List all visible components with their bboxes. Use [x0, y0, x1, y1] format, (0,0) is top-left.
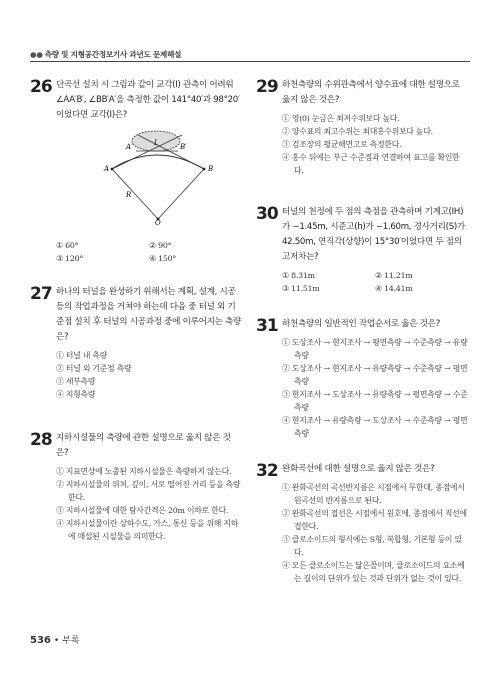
option-4[interactable]: ④ 14.41m: [375, 284, 413, 293]
page-footer: [30, 633, 80, 646]
question-27: [30, 285, 242, 401]
option-3[interactable]: ③ 120°: [56, 254, 84, 263]
option-4[interactable]: ④ 지형측량: [56, 390, 96, 399]
question-number: 32: [256, 461, 278, 481]
option-2[interactable]: ② 지하시설물의 위치, 깊이, 서로 떨어진 거리 등을 측량한다.: [56, 480, 241, 502]
option-3[interactable]: ③ 클로소이드의 형식에는 S형, 복합형, 기본형 등이 있다.: [282, 535, 462, 557]
option-4[interactable]: ④ 모든 클로소이드는 닮은꼴이며, 클로소이드의 요소에는 길이의 단위가 있는 것과 단위가 없는 것이 있다.: [282, 561, 465, 583]
option-4[interactable]: ④ 현지조사 → 유량측량 → 도상조사 → 수준측량 → 평면측량: [282, 416, 468, 438]
right-column: [256, 78, 468, 585]
question-text: 터널의 천정에 두 점의 측점을 관측하며 기계고(IH)가 −1.45m, 시준고(h)가 −1.60m, 경사거리(S)가 42.50m, 연직각(상향)이 15°30′이었다면 두 점의 고저차는?: [282, 207, 465, 262]
label-i: I: [154, 139, 157, 147]
option-2[interactable]: ② 터널 외 기준점 측량: [56, 364, 132, 373]
options: [282, 336, 468, 440]
label-b-prime: B′: [180, 143, 187, 151]
label-a: A: [104, 165, 110, 173]
footer-section: 부록: [62, 636, 80, 646]
option-1[interactable]: ① 도상조사 → 현지조사 → 평면측량 → 수준측량 → 유량측량: [282, 338, 468, 360]
options: [282, 481, 468, 585]
option-1[interactable]: ① 8.31m: [282, 271, 315, 280]
question-text: 하천측량의 수위관측에서 양수표에 대한 설명으로 옳지 않은 것은?: [282, 80, 460, 105]
option-1[interactable]: ① 터널 내 측량: [56, 351, 108, 360]
question-number: 27: [30, 284, 52, 304]
option-3[interactable]: ③ 현지조사 → 도상조사 → 유량측량 → 평면측량 → 수준측량: [282, 390, 468, 412]
question-number: 30: [256, 204, 278, 224]
option-1[interactable]: ① 영(0) 눈금은 최저수위보다 높다.: [282, 114, 400, 123]
question-31: [256, 317, 468, 440]
option-3[interactable]: ③ 지하시설물에 대한 탐사간격은 20m 이하로 한다.: [56, 506, 229, 515]
page-number: 536: [30, 635, 51, 646]
options: [56, 349, 242, 401]
label-a-prime: A′: [126, 143, 133, 151]
option-2[interactable]: ② 완화곡선의 접선은 시점에서 원호에, 종점에서 직선에 접한다.: [282, 509, 467, 531]
header-title-text: 측량 및 지형공간정보기사 과년도 문제해설: [44, 50, 182, 59]
options: [282, 112, 468, 177]
options: [282, 269, 468, 295]
question-text: 하나의 터널을 완성하기 위해서는 계획, 설계, 시공 등의 작업과정을 거쳐야 하는데 다음 중 터널 외 기준점 설치 후 터널의 시공과정 중에 이루어지는 측량은?: [56, 287, 242, 342]
figure-point-a: [111, 168, 114, 171]
question-number: 29: [256, 77, 278, 97]
question-30: [256, 205, 468, 295]
question-text: 지하시설물의 측량에 관한 설명으로 옳지 않은 것은?: [56, 433, 231, 458]
question-29: [256, 78, 468, 177]
question-32: [256, 462, 468, 585]
question-number: 26: [30, 77, 52, 97]
option-3[interactable]: ③ 검조장의 평균해면고로 측정한다.: [282, 140, 402, 149]
option-1[interactable]: ① 60°: [56, 241, 79, 250]
footer-separator: •: [53, 636, 60, 646]
page-header: [30, 49, 470, 61]
label-b: B: [208, 165, 214, 173]
question-text: 단곡선 설치 시 그림과 같이 교각(I) 관측이 어려워 ∠AA′B′, ∠BB′A′을 측정한 값이 141°40′과 98°20′이었다면 교각(I)은?: [56, 80, 240, 120]
question-28: [30, 431, 242, 543]
left-column: [30, 78, 242, 543]
option-2[interactable]: ② 90°: [149, 241, 172, 250]
header-rule: [30, 61, 470, 62]
option-3[interactable]: ③ 11.51m: [282, 284, 320, 293]
option-2[interactable]: ② 양수표의 최고수위는 최대홍수위보다 높다.: [282, 127, 433, 136]
curve-figure: [92, 127, 222, 225]
question-number: 31: [256, 316, 278, 336]
question-26: [30, 78, 242, 265]
header-dots: ●●: [30, 50, 43, 59]
option-3[interactable]: ③ 세부측량: [56, 377, 96, 386]
figure-arc: [112, 155, 204, 169]
figure-radius-b: [158, 169, 204, 219]
figure-point-b: [203, 168, 206, 171]
option-1[interactable]: ① 지표면상에 노출된 지하시설물은 측량하지 않는다.: [56, 467, 232, 476]
option-2[interactable]: ② 11.21m: [375, 271, 413, 280]
label-r: R: [126, 191, 132, 199]
option-4[interactable]: ④ 150°: [149, 254, 177, 263]
header-title: [30, 49, 181, 60]
options: [56, 465, 242, 543]
figure-radius-a: [112, 169, 158, 219]
options: [56, 239, 242, 265]
question-text: 완화곡선에 대한 설명으로 옳지 않은 것은?: [282, 464, 435, 474]
option-4[interactable]: ④ 지하시설물이란 상하수도, 가스, 통신 등을 위해 지하에 매설된 시설물을 의미한다.: [56, 519, 239, 541]
label-o: O: [155, 219, 161, 225]
option-2[interactable]: ② 도상조사 → 현지조사 → 유량측량 → 수준측량 → 평면측량: [282, 364, 468, 386]
question-text: 하천측량의 일반적인 작업순서로 옳은 것은?: [282, 319, 441, 329]
question-number: 28: [30, 430, 52, 450]
option-4[interactable]: ④ 홍수 뒤에는 부근 수준점과 연결하여 표고를 확인한다.: [282, 153, 460, 175]
option-1[interactable]: ① 완화곡선의 곡선반지름은 시점에서 무한대, 종점에서 원곡선의 반지름으로 된다.: [282, 483, 465, 505]
